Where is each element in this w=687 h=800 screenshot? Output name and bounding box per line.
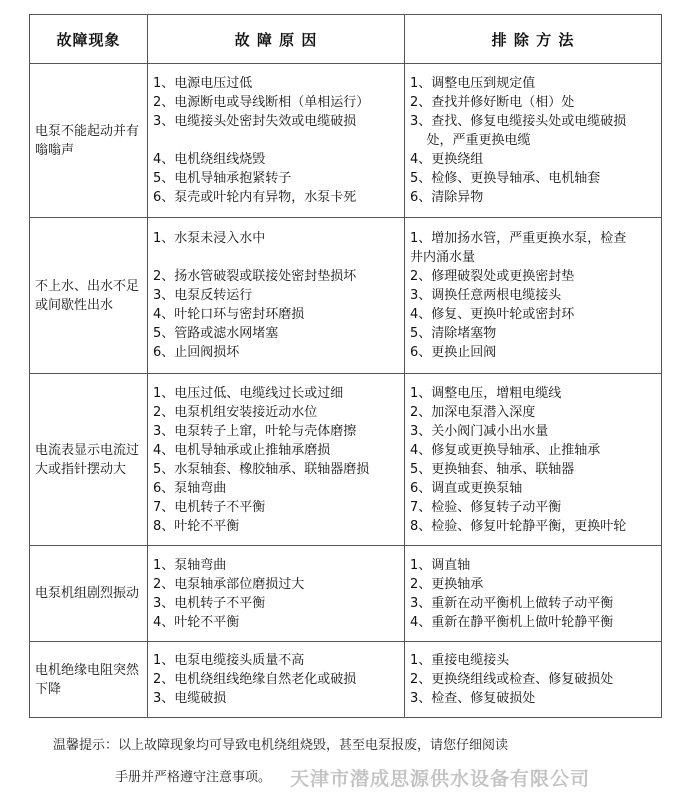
cause-item: 1、电泵电缆接头质量不高 [153, 653, 305, 668]
remedy-item: 5、更换轴套、轴承、联轴器 [410, 461, 575, 477]
fault-remedies-cell [405, 546, 662, 642]
cause-item: 5、管路或滤水网堵塞 [153, 326, 279, 341]
remedy-item: 1、调整电压到规定值 [410, 76, 536, 91]
remedy-item: 1、增加扬水管，严重更换水泵，检查 [410, 231, 627, 246]
remedy-item: 2、查找并修好断电（相）处 [410, 95, 575, 110]
table-header-row [30, 15, 662, 64]
fault-remedies-cell [405, 64, 662, 218]
footer-note-continued: 手册并严格遵守注意事项。 [115, 770, 272, 785]
cause-item: 7、电机转子不平衡 [153, 499, 266, 515]
cause-list [153, 229, 399, 362]
cause-item: 2、扬水管破裂或联接处密封垫损坏 [153, 269, 357, 284]
table-row [30, 218, 662, 374]
header-phenomenon: 故障现象 [30, 15, 148, 64]
cause-item: 6、泵轴弯曲 [153, 480, 227, 496]
cause-item: 2、电机绕组线绝缘自然老化或破损 [153, 672, 357, 687]
cause-item: 4、电机绕组线烧毁 [153, 152, 266, 167]
remedy-item: 2、修理破裂处或更换密封垫 [410, 269, 575, 284]
remedy-item: 4、修复或更换导轴承、止推轴承 [410, 442, 601, 458]
cause-item: 3、电泵转子上窜，叶轮与壳体磨擦 [153, 423, 357, 439]
fault-phenomenon: 电机绝缘电阻突然下降 [30, 642, 148, 718]
remedy-item: 3、重新在动平衡机上做转子动平衡 [410, 595, 614, 611]
cause-list [153, 384, 399, 536]
cause-item: 8、叶轮不平衡 [153, 518, 240, 534]
remedy-item: 井内涌水量 [410, 250, 476, 265]
remedy-item: 3、关小阀门减小出水量 [410, 423, 549, 439]
fault-phenomenon: 电泵机组剧烈振动 [30, 546, 148, 642]
fault-remedies-cell [405, 374, 662, 546]
cause-list [153, 651, 399, 708]
remedy-item: 4、修复、更换叶轮或密封环 [410, 307, 575, 322]
cause-list [153, 74, 399, 207]
fault-causes-cell [148, 546, 405, 642]
remedy-item: 2、加深电泵潜入深度 [410, 404, 536, 420]
table-row [30, 374, 662, 546]
remedy-item: 3、查找、修复电缆接头处或电缆破损 [410, 114, 627, 129]
cause-item: 1、电源电压过低 [153, 76, 253, 91]
remedy-item: 2、更换轴承 [410, 576, 484, 592]
cause-item: 1、泵轴弯曲 [153, 557, 227, 573]
cause-item: 4、叶轮不平衡 [153, 614, 240, 630]
remedy-item: 6、更换止回阀 [410, 345, 497, 360]
header-cause: 故 障 原 因 [148, 15, 405, 64]
remedy-item: 6、清除异物 [410, 190, 484, 205]
remedy-list [410, 229, 656, 362]
cause-item [153, 131, 399, 150]
remedy-list [410, 651, 656, 708]
remedy-list [410, 74, 656, 207]
remedy-item: 5、检修、更换导轴承、电机轴套 [410, 171, 601, 186]
fault-phenomenon: 不上水、出水不足或间歇性出水 [30, 218, 148, 374]
fault-causes-cell [148, 218, 405, 374]
fault-remedies-cell [405, 642, 662, 718]
cause-list [153, 556, 399, 632]
remedy-item: 4、更换绕组 [410, 152, 484, 167]
cause-item: 3、电缆接头处密封失效或电缆破损 [153, 114, 357, 129]
cause-item: 3、电泵反转运行 [153, 288, 253, 303]
cause-item: 6、止回阀损坏 [153, 345, 240, 360]
remedy-item: 2、更换绕组线或检查、修复破损处 [410, 672, 614, 687]
table-row [30, 546, 662, 642]
remedy-item: 处，严重更换电缆 [410, 133, 531, 148]
table-body [30, 64, 662, 718]
fault-remedies-cell [405, 218, 662, 374]
remedy-item: 1、重接电缆接头 [410, 653, 510, 668]
company-watermark: 天津市潜成思源供水设备有限公司 [290, 768, 591, 790]
header-remedy: 排 除 方 法 [405, 15, 662, 64]
cause-item: 2、电源断电或导线断相（单相运行） [153, 95, 370, 110]
fault-causes-cell [148, 64, 405, 218]
fault-table [29, 14, 662, 718]
remedy-item: 3、检查、修复破损处 [410, 691, 536, 706]
remedy-list [410, 556, 656, 632]
cause-item: 5、电机导轴承抱紧转子 [153, 171, 292, 186]
cause-item: 1、水泵未浸入水中 [153, 231, 266, 246]
remedy-item: 5、清除堵塞物 [410, 326, 497, 341]
fault-phenomenon: 电泵不能起动并有嗡嗡声 [30, 64, 148, 218]
cause-item: 5、水泵轴套、橡胶轴承、联轴器磨损 [153, 461, 370, 477]
remedy-item: 7、检验、修复转子动平衡 [410, 499, 562, 515]
remedy-item: 1、调直轴 [410, 557, 471, 573]
cause-item: 1、电压过低、电缆线过长或过细 [153, 385, 344, 401]
cause-item: 3、电机转子不平衡 [153, 595, 266, 611]
remedy-item: 6、调直或更换泵轴 [410, 480, 523, 496]
table-row [30, 642, 662, 718]
remedy-list [410, 384, 656, 536]
cause-item: 4、叶轮口环与密封环磨损 [153, 307, 305, 322]
table-row [30, 64, 662, 218]
cause-item [153, 248, 399, 267]
remedy-item: 4、重新在静平衡机上做叶轮静平衡 [410, 614, 614, 630]
fault-phenomenon: 电流表显示电流过大或指针摆动大 [30, 374, 148, 546]
cause-item: 3、电缆破损 [153, 691, 227, 706]
remedy-item: 8、检验、修复叶轮静平衡，更换叶轮 [410, 518, 627, 534]
remedy-item: 3、调换任意两根电缆接头 [410, 288, 562, 303]
footer-note: 温馨提示：以上故障现象均可导致电机绕组烧毁，甚至电泵报废，请您仔细阅读 [53, 738, 509, 753]
remedy-item: 1、调整电压，增粗电缆线 [410, 385, 562, 401]
fault-causes-cell [148, 374, 405, 546]
cause-item: 2、电泵机组安装接近动水位 [153, 404, 318, 420]
fault-causes-cell [148, 642, 405, 718]
cause-item: 4、电机导轴承或止推轴承磨损 [153, 442, 331, 458]
cause-item: 6、泵壳或叶轮内有异物，水泵卡死 [153, 190, 357, 205]
cause-item: 2、电泵轴承部位磨损过大 [153, 576, 305, 592]
